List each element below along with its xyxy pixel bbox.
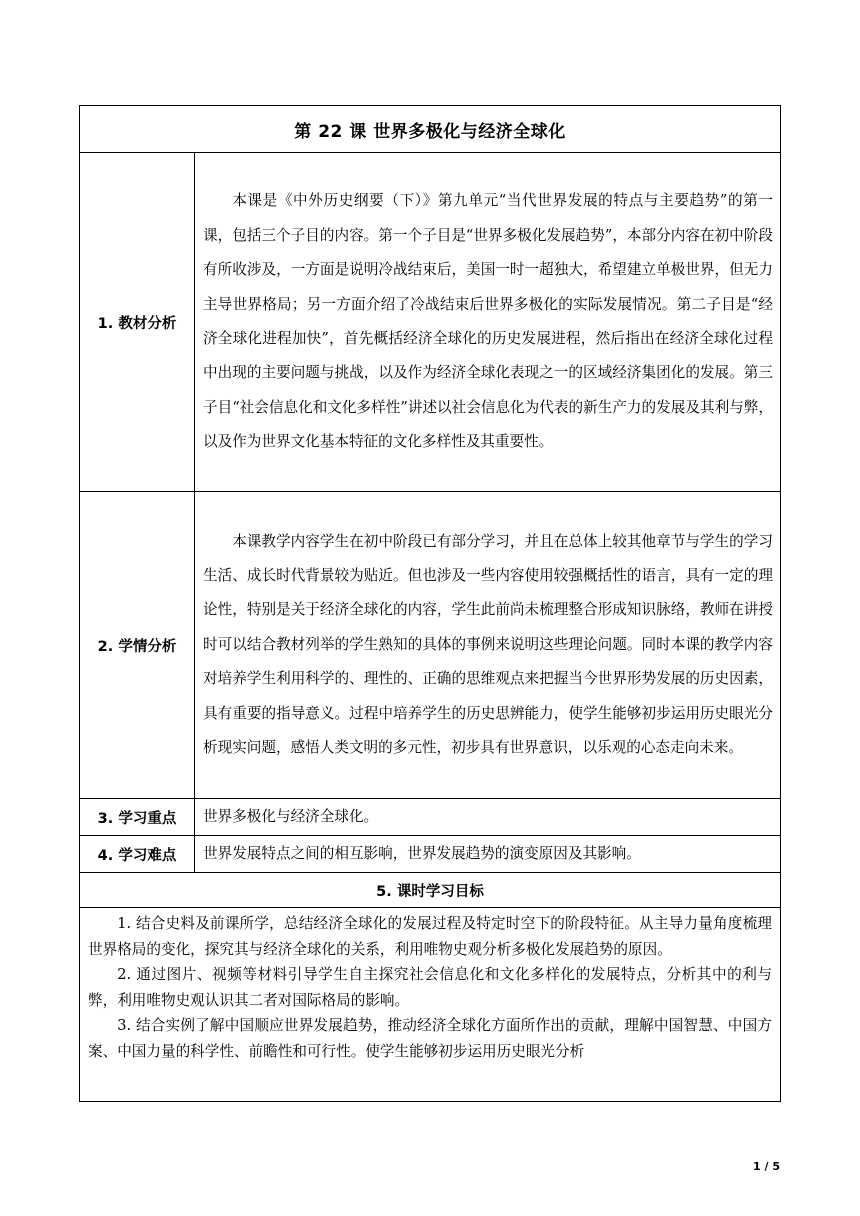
section-label-textbook-analysis: 1. 教材分析 [80,153,195,492]
section-row-difficulties [80,836,781,873]
section-text-key-points: 世界多极化与经济全球化。 [203,808,379,825]
page-number: 1 / 5 [753,1160,780,1173]
section-row-key-points [80,799,781,836]
goals-content [80,908,781,1102]
lesson-title: 第 22 课 世界多极化与经济全球化 [80,106,781,153]
section-text-difficulties: 世界发展特点之间的相互影响，世界发展趋势的演变原因及其影响。 [203,845,641,862]
goal-item: 2. 通过图片、视频等材料引导学生自主探究社会信息化和文化多样化的发展特点，分析其中的利与弊，利用唯物史观认识其二者对国际格局的影响。 [88,966,772,1009]
section-row-textbook-analysis [80,153,781,492]
goals-heading: 5. 课时学习目标 [80,873,781,908]
lesson-plan-table [79,105,781,1102]
section-label-difficulties: 4. 学习难点 [80,836,195,873]
section-text-textbook-analysis: 本课是《中外历史纲要（下）》第九单元“当代世界发展的特点与主要趋势”的第一课，包括三个子目的内容。第一个子目是“世界多极化发展趋势”，本部分内容在初中阶段有所收涉及，一方面是说明冷战结束后，美国一时一超独大，希望建立单极世界，但无力主导世界格局；另一方面介绍了冷战结束后世界多极化的实际发展情况。第二子目是“经济全球化进程加快”，首先概括经济全球化的历史发展进程，然后指出在经济全球化过程中出现的主要问题与挑战，以及作为经济全球化表现之一的区域经济集团化的发展。第三子目“社会信息化和文化多样性”讲述以社会信息化为代表的新生产力的发展及其利与弊，以及作为世界文化基本特征的文化多样性及其重要性。 [203,192,773,451]
section-label-student-analysis: 2. 学情分析 [80,492,195,799]
goal-item: 3. 结合实例了解中国顺应世界发展趋势，推动经济全球化方面所作出的贡献，理解中国智慧、中国方案、中国力量的科学性、前瞻性和可行性。使学生能够初步运用历史眼光分析 [88,1017,772,1060]
goal-item: 1. 结合史料及前课所学，总结经济全球化的发展过程及特定时空下的阶段特征。从主导力量角度梳理世界格局的变化，探究其与经济全球化的关系，利用唯物史观分析多极化发展趋势的原因。 [88,915,772,958]
section-row-student-analysis [80,492,781,799]
section-text-student-analysis: 本课教学内容学生在初中阶段已有部分学习，并且在总体上较其他章节与学生的学习生活、成长时代背景较为贴近。但也涉及一些内容使用较强概括性的语言，具有一定的理论性，特别是关于经济全球化的内容，学生此前尚未梳理整合形成知识脉络，教师在讲授时可以结合教材列举的学生熟知的具体的事例来说明这些理论问题。同时本课的教学内容对培养学生利用科学的、理性的、正确的思维观点来把握当今世界形势发展的历史因素，具有重要的指导意义。过程中培养学生的历史思辨能力，使学生能够初步运用历史眼光分析现实问题，感悟人类文明的多元性，初步具有世界意识，以乐观的心态走向未来。 [203,532,773,757]
section-label-key-points: 3. 学习重点 [80,799,195,836]
